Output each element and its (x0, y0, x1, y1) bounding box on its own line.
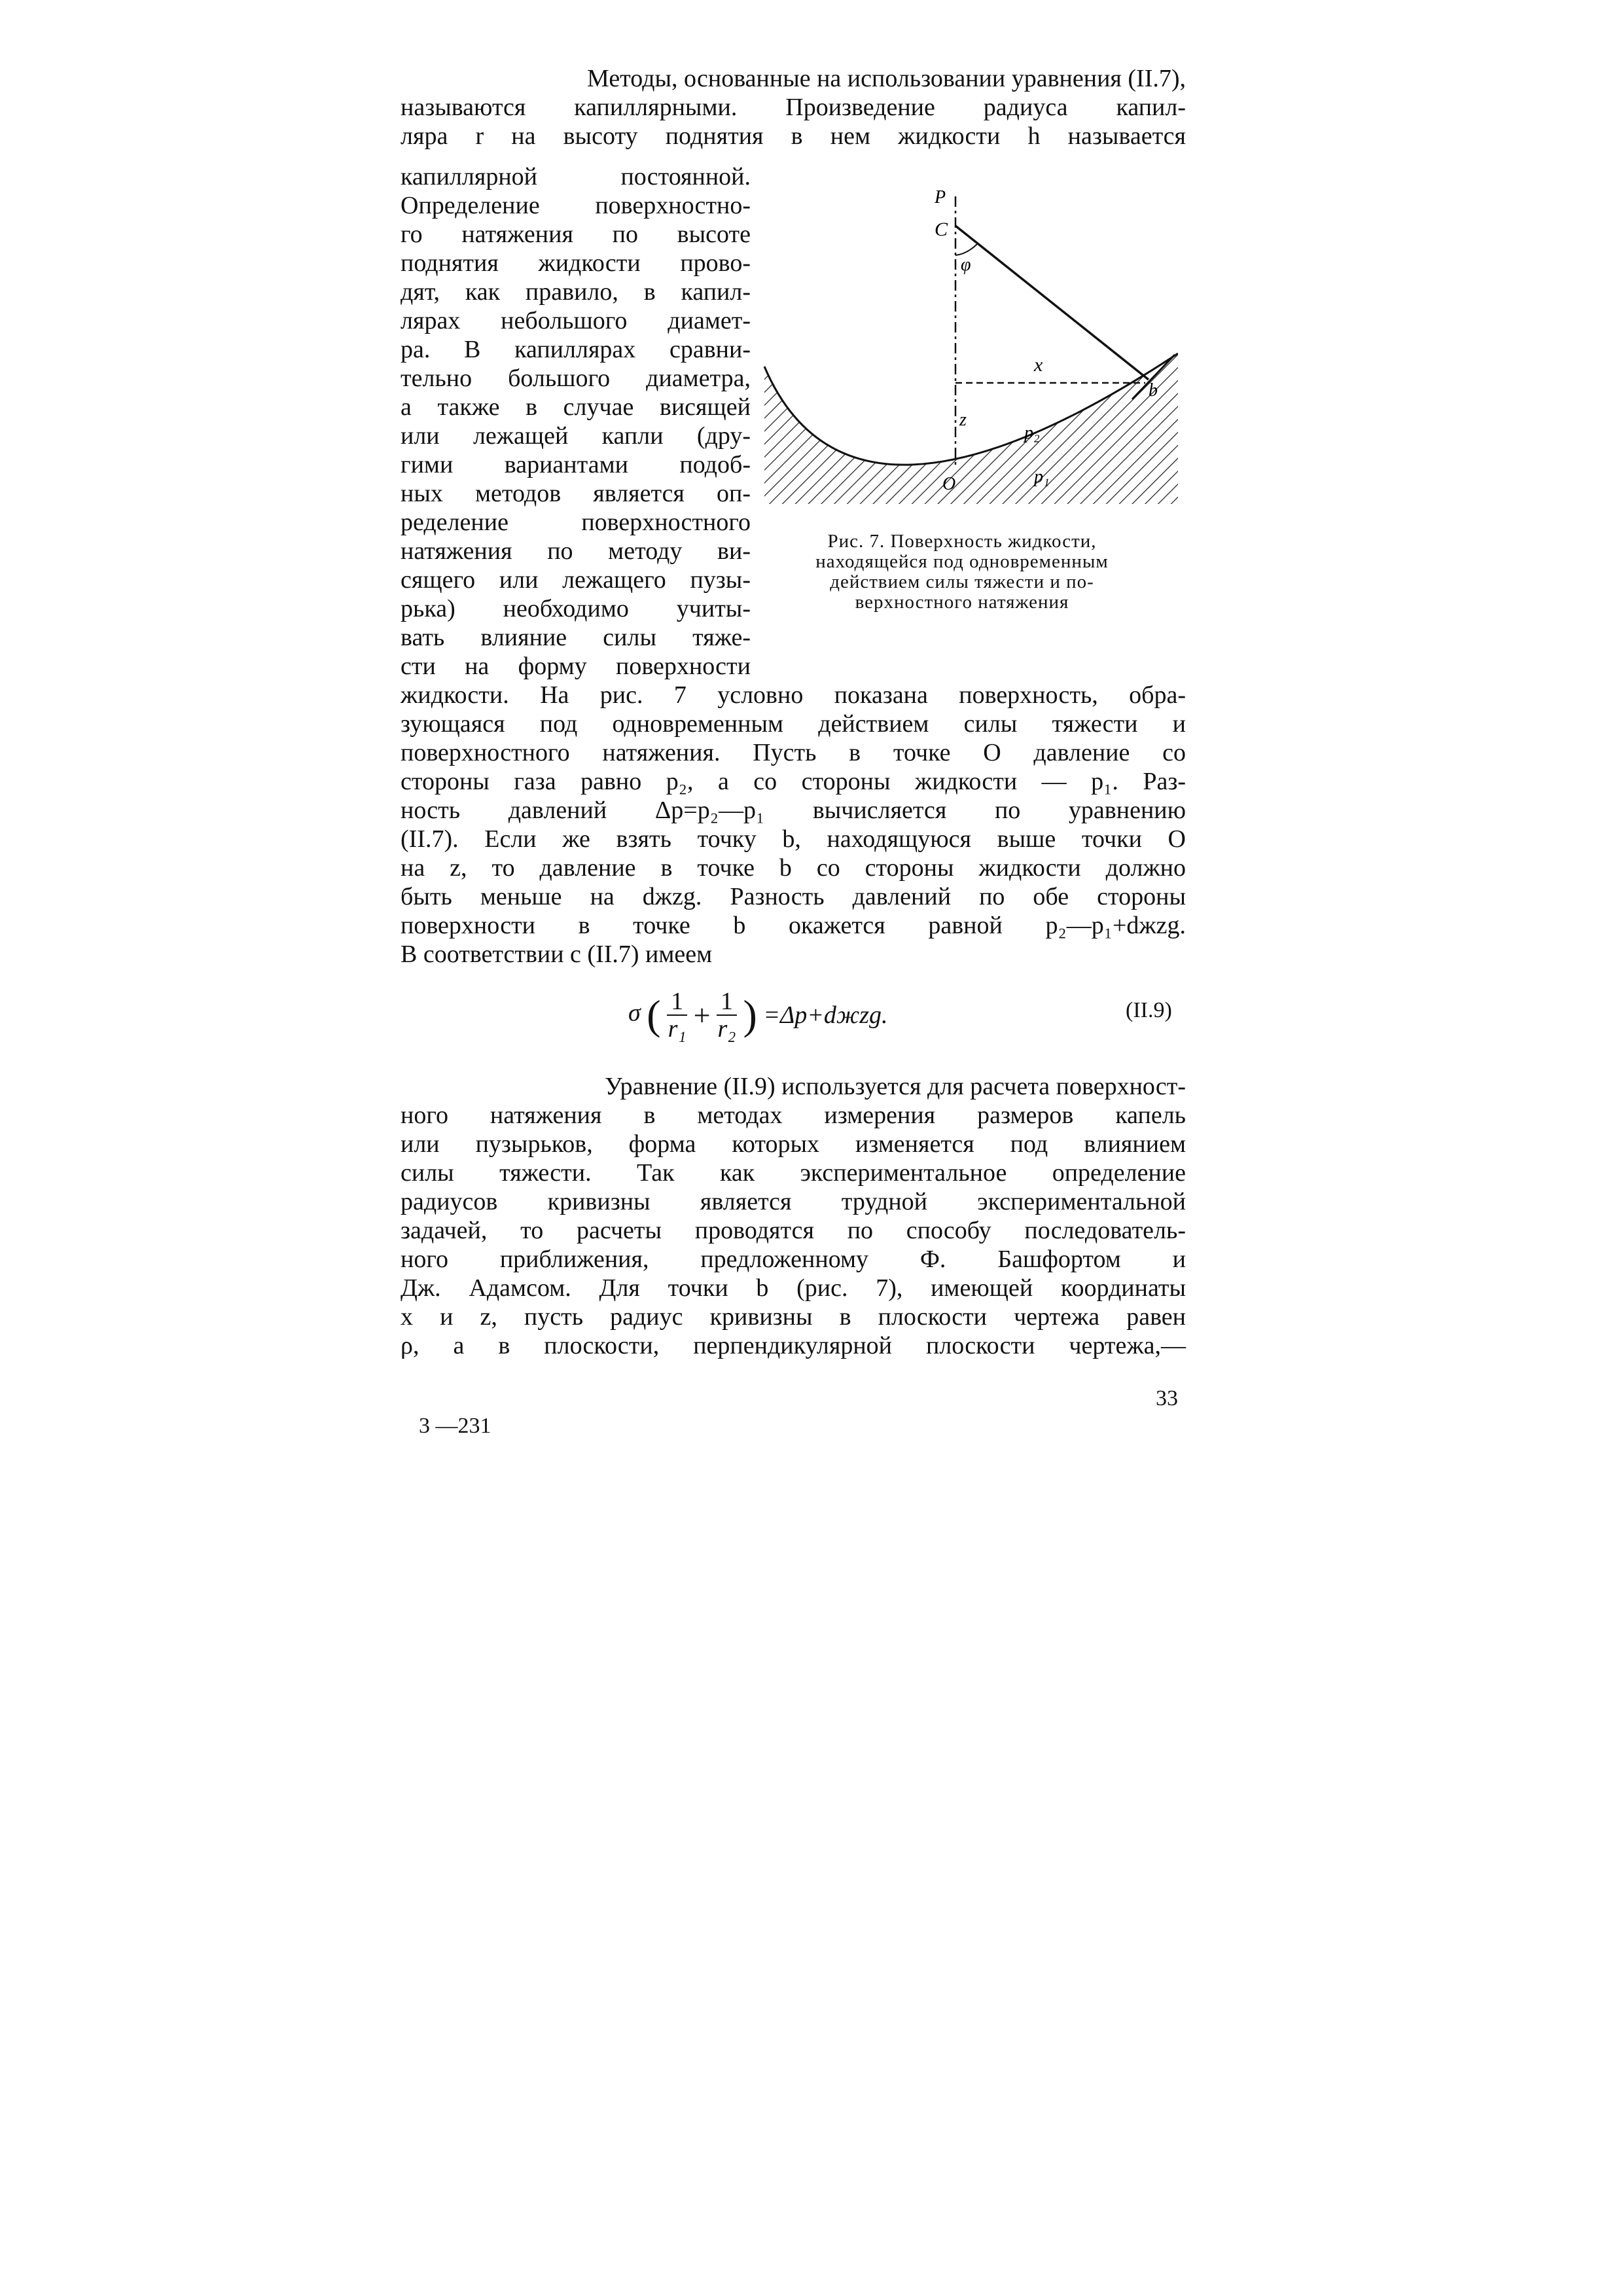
label-phi: φ (961, 255, 971, 275)
formula-den-r2: r₂ (717, 1015, 736, 1043)
caption-line: находящейся под одновременным (815, 551, 1109, 572)
caption-line: действием силы тяжести и по- (830, 571, 1094, 592)
caption-line: верхностного натяжения (855, 592, 1069, 613)
text-line: поверхности в точке b окажется равной p₂—p₁+dжzg. (401, 912, 1186, 939)
text-line: x и z, пусть радиус кривизны в плоскости чертежа равен (401, 1303, 1186, 1331)
text-line: Методы, основанные на использовании уравнения (II.7), (587, 65, 1186, 92)
text-line: В соответствии с (II.7) имеем (401, 941, 713, 968)
text-line: рька) необходимо учиты- (401, 595, 751, 622)
text-line: на z, то давление в точке b со стороны жидкости должно (401, 854, 1186, 882)
text-line: Дж. Адамсом. Для точки b (рис. 7), имеющей координаты (401, 1274, 1186, 1302)
label-b: b (1149, 380, 1158, 401)
page-number: 33 (1156, 1386, 1178, 1410)
radius-line (955, 226, 1149, 380)
formula-num-1: 1 (667, 988, 687, 1016)
printer-signature: 3 —231 (419, 1414, 491, 1438)
text-line: ρ, а в плоскости, перпендикулярной плоскости чертежа,— (401, 1332, 1186, 1359)
text-line: лярах небольшого диамет- (401, 307, 751, 334)
label-x: x (1034, 354, 1043, 376)
label-P: P (935, 187, 946, 207)
text-line: поверхностного натяжения. Пусть в точке O давление со (401, 739, 1186, 766)
text-line: силы тяжести. Так как экспериментальное определение (401, 1159, 1186, 1187)
text-line: (II.7). Если же взять точку b, находящуюся выше точки O (401, 825, 1186, 853)
text-line: зующаяся под одновременным действием силы тяжести и (401, 710, 1186, 738)
label-C: C (935, 219, 948, 240)
text-line: ного приближения, предложенному Ф. Башфортом и (401, 1246, 1186, 1273)
label-z: z (959, 410, 967, 430)
label-p2: p₂ (1024, 423, 1040, 443)
text-line: задачей, то расчеты проводятся по способу последователь- (401, 1217, 1186, 1244)
liquid-region (764, 353, 1178, 504)
text-line: ляра r на высоту поднятия в нем жидкости h называется (401, 122, 1186, 150)
formula-rhs: =Δp+dжzg. (763, 1001, 888, 1029)
text-line: гими вариантами подоб- (401, 451, 751, 478)
text-line: сти на форму поверхности (401, 653, 751, 680)
formula-number: (II.9) (1126, 998, 1172, 1022)
text-line: ра. В капиллярах сравни- (401, 336, 751, 363)
text-line: стороны газа равно p₂, а со стороны жидкости — p₁. Раз- (401, 768, 1186, 795)
figure-7-diagram (759, 177, 1178, 517)
text-line: или пузырьков, форма которых изменяется под влиянием (401, 1130, 1186, 1158)
text-line: капиллярной постоянной. (401, 163, 751, 190)
text-line: поднятия жидкости прово- (401, 249, 751, 277)
text-line: ность давлений Δp=p₂—p₁ вычисляется по уравнению (401, 797, 1186, 824)
text-line: а также в случае висящей (401, 393, 751, 421)
text-line: тельно большого диаметра, (401, 365, 751, 392)
formula-ii-9: σ ( $\frac{1}{\text{r₁}}$ + $\frac{1}{\text{r₂}}$ ) =Δp+dжzg. (628, 988, 888, 1043)
text-line: радиусов кривизны является трудной экспериментальной (401, 1188, 1186, 1215)
text-line: называются капиллярными. Произведение радиуса капил- (401, 94, 1186, 121)
text-line: или лежащей капли (дру- (401, 422, 751, 450)
text-line: жидкости. На рис. 7 условно показана поверхность, обра- (401, 681, 1186, 709)
text-line: го натяжения по высоте (401, 221, 751, 248)
formula-plus: + (693, 998, 711, 1032)
text-line: Определение поверхностно- (401, 192, 751, 219)
text-line: натяжения по методу ви- (401, 537, 751, 565)
angle-arc (955, 243, 978, 255)
formula-den-r1: r₁ (668, 1015, 687, 1043)
formula-sigma: σ (628, 999, 641, 1027)
label-O: O (942, 474, 956, 494)
text-line: сящего или лежащего пузы- (401, 566, 751, 594)
caption-line: Рис. 7. Поверхность жидкости, (827, 531, 1097, 552)
formula-num-2: 1 (717, 988, 737, 1016)
figure-caption (759, 531, 1165, 613)
text-line: дят, как правило, в капил- (401, 278, 751, 306)
text-line: быть меньше на dжzg. Разность давлений по обе стороны (401, 883, 1186, 910)
text-line: вать влияние силы тяже- (401, 624, 751, 651)
text-line: ного натяжения в методах измерения размеров капель (401, 1102, 1186, 1129)
text-line: ных методов является оп- (401, 480, 751, 507)
text-line: Уравнение (II.9) используется для расчета поверхност- (604, 1073, 1186, 1100)
text-line: ределение поверхностного (401, 509, 751, 536)
label-p1: p₁ (1034, 467, 1050, 487)
